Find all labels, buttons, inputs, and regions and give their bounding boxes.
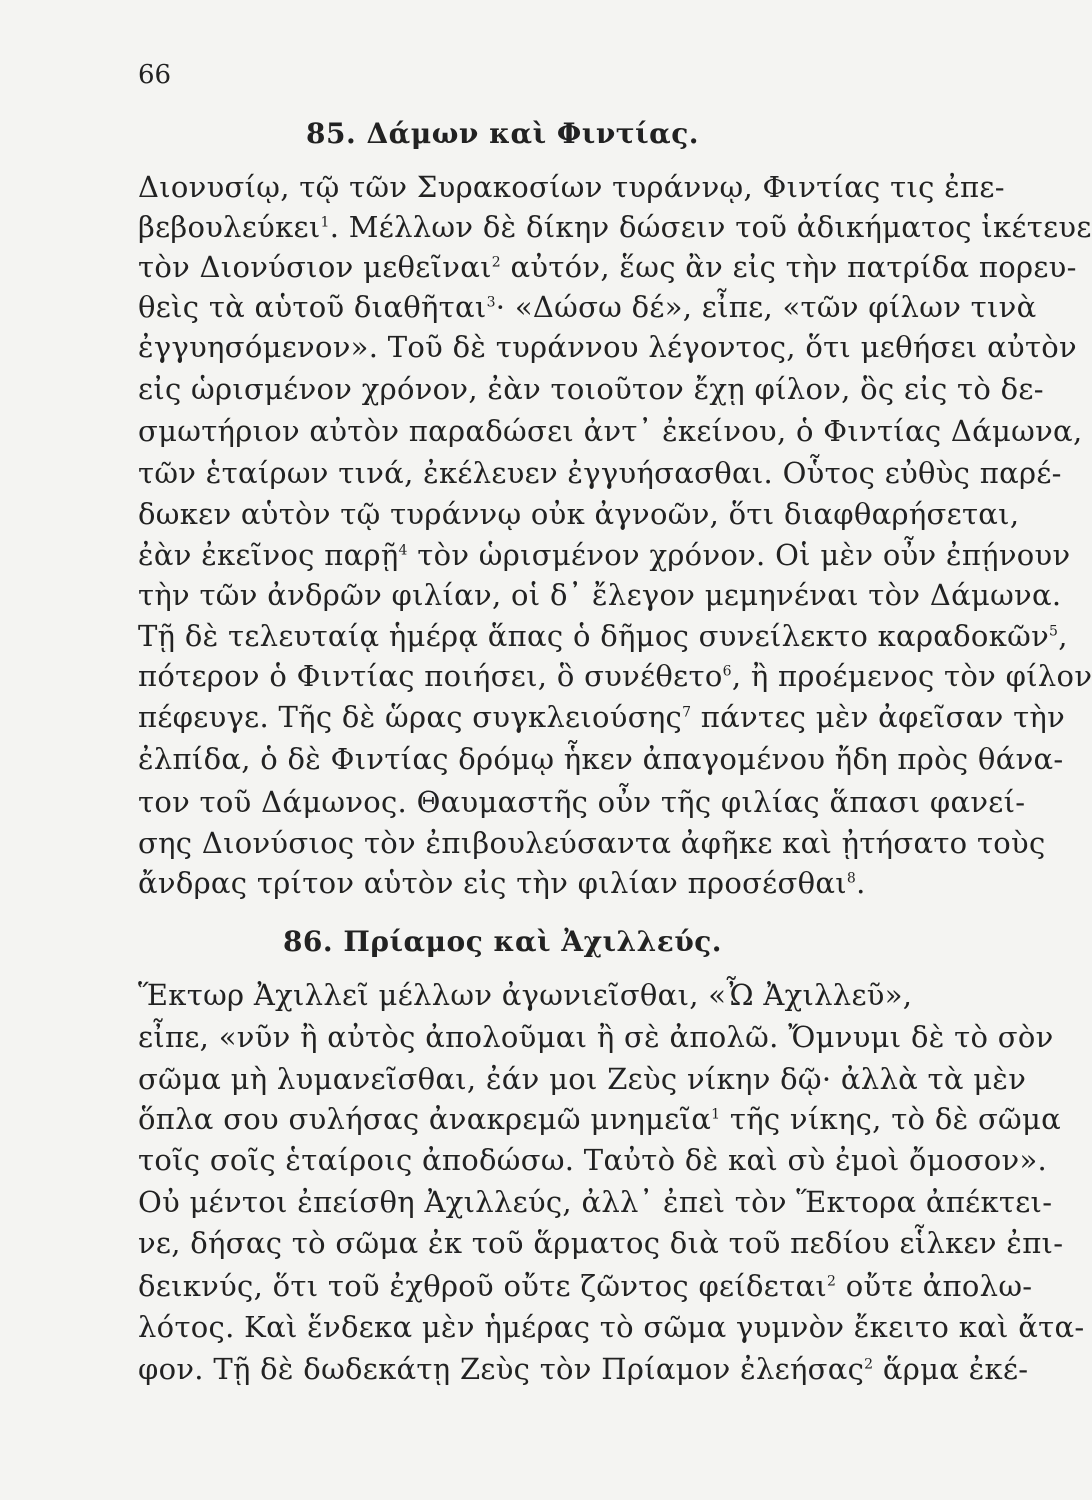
text-line: βεβουλεύκει$^1$. Μέλλων δὲ δίκην δώσειν τοῦ ἀδικήματος ἱκέτευε <box>138 210 1092 244</box>
section-heading: 86. Πρίαμος καὶ Ἀχιλλεύς. <box>282 925 723 958</box>
footnote-marker: 6 <box>722 663 732 680</box>
text-line: τὴν τῶν ἀνδρῶν φιλίαν, οἱ δ᾿ ἔλεγον μεμηνέναι τὸν Δάμωνα. <box>138 578 1062 612</box>
text-line: εἶπε, «νῦν ἢ αὐτὸς ἀπολοῦμαι ἢ σὲ ἀπολῶ. Ὄμνυμι δὲ τὸ σὸν <box>138 1020 1054 1054</box>
footnote-marker: 8 <box>846 870 857 887</box>
text-line: πέφευγε. Τῆς δὲ ὥρας συγκλειούσης$^7$ πάντες μὲν ἀφεῖσαν τὴν <box>138 700 1066 734</box>
footnote-marker: 3 <box>486 294 496 311</box>
text-line: εἰς ὡρισμένον χρόνον, ἐὰν τοιοῦτον ἔχῃ φίλον, ὃς εἰς τὸ δε- <box>138 372 1044 406</box>
text-line: δωκεν αὑτὸν τῷ τυράννῳ οὐκ ἀγνοῶν, ὅτι διαφθαρήσεται, <box>138 497 1020 531</box>
footnote-marker: 5 <box>1049 623 1059 640</box>
text-line: σῶμα μὴ λυμανεῖσθαι, ἐάν μοι Ζεὺς νίκην δῷ· ἀλλὰ τὰ μὲν <box>138 1062 1027 1096</box>
text-line: Ἕκτωρ Ἀχιλλεῖ μέλλων ἀγωνιεῖσθαι, «Ὦ Ἀχιλλεῦ», <box>138 978 913 1012</box>
text-line: τὸν Διονύσιον μεθεῖναι$^2$ αὐτόν, ἕως ἂν εἰς τὴν πατρίδα πορευ- <box>138 250 1077 284</box>
footnote-marker: 1 <box>320 214 330 231</box>
text-line: ἄνδρας τρίτον αὑτὸν εἰς τὴν φιλίαν προσέσθαι$^8$. <box>138 866 866 900</box>
text-line: ὅπλα σου συλήσας ἀνακρεμῶ μνημεῖα$^1$ τῆς νίκης, τὸ δὲ σῶμα <box>138 1102 1062 1136</box>
text-line: φον. Τῇ δὲ δωδεκάτῃ Ζεὺς τὸν Πρίαμον ἐλεήσας$^2$ ἅρμα ἐκέ- <box>138 1352 1029 1386</box>
text-line: σμωτήριον αὐτὸν παραδώσει ἀντ᾿ ἐκείνου, ὁ Φιντίας Δάμωνα, <box>138 414 1083 448</box>
footnote-marker: 2 <box>864 1356 874 1373</box>
page-number: 66 <box>138 60 172 90</box>
footnote-marker: 2 <box>827 1273 837 1290</box>
text-line: τον τοῦ Δάμωνος. Θαυμαστῆς οὖν τῆς φιλίας ἅπασι φανεί- <box>138 785 1026 819</box>
text-line: σης Διονύσιος τὸν ἐπιβουλεύσαντα ἀφῆκε καὶ ᾐτήσατο τοὺς <box>138 826 1046 860</box>
footnote-marker: 2 <box>491 254 501 271</box>
text-line: Οὐ μέντοι ἐπείσθη Ἀχιλλεύς, ἀλλ᾿ ἐπεὶ τὸν Ἕκτορα ἀπέκτει- <box>138 1185 1053 1219</box>
text-line: θεὶς τὰ αὑτοῦ διαθῆται$^3$· «Δώσω δέ», εἶπε, «τῶν φίλων τινὰ <box>138 290 1037 324</box>
footnote-marker: 7 <box>682 704 692 721</box>
text-line: Τῇ δὲ τελευταίᾳ ἡμέρᾳ ἅπας ὁ δῆμος συνείλεκτο καραδοκῶν$^5$, <box>138 619 1068 653</box>
text-line: λότος. Καὶ ἕνδεκα μὲν ἡμέρας τὸ σῶμα γυμνὸν ἔκειτο καὶ ἄτα- <box>138 1310 1085 1344</box>
text-line: νε, δήσας τὸ σῶμα ἐκ τοῦ ἅρματος διὰ τοῦ πεδίου εἷλκεν ἐπι- <box>138 1226 1064 1260</box>
section-heading: 85. Δάμων καὶ Φιντίας. <box>306 117 699 150</box>
footnote-marker: 1 <box>711 1106 721 1123</box>
text-line: τοῖς σοῖς ἑταίροις ἀποδώσω. Ταὐτὸ δὲ καὶ σὺ ἐμοὶ ὄμοσον». <box>138 1143 1048 1177</box>
text-line: τῶν ἑταίρων τινά, ἐκέλευεν ἐγγυήσασθαι. Οὗτος εὐθὺς παρέ- <box>138 456 1062 490</box>
text-line: Διονυσίῳ, τῷ τῶν Συρακοσίων τυράννῳ, Φιντίας τις ἐπε- <box>138 170 1005 204</box>
footnote-marker: 4 <box>398 542 408 559</box>
text-line: ἐλπίδα, ὁ δὲ Φιντίας δρόμῳ ἧκεν ἀπαγομένου ἤδη πρὸς θάνα- <box>138 742 1064 776</box>
text-line: ἐγγυησόμενον». Τοῦ δὲ τυράννου λέγοντος, ὅτι μεθήσει αὐτὸν <box>138 330 1077 364</box>
text-line: πότερον ὁ Φιντίας ποιήσει, ὃ συνέθετο$^6$, ἢ προέμενος τὸν φίλον <box>138 659 1092 693</box>
text-line: δεικνύς, ὅτι τοῦ ἐχθροῦ οὔτε ζῶντος φείδεται$^2$ οὔτε ἀπολω- <box>138 1269 1033 1303</box>
text-line: ἐὰν ἐκεῖνος παρῇ$^4$ τὸν ὡρισμένον χρόνον. Οἱ μὲν οὖν ἐπῄνουν <box>138 538 1071 572</box>
